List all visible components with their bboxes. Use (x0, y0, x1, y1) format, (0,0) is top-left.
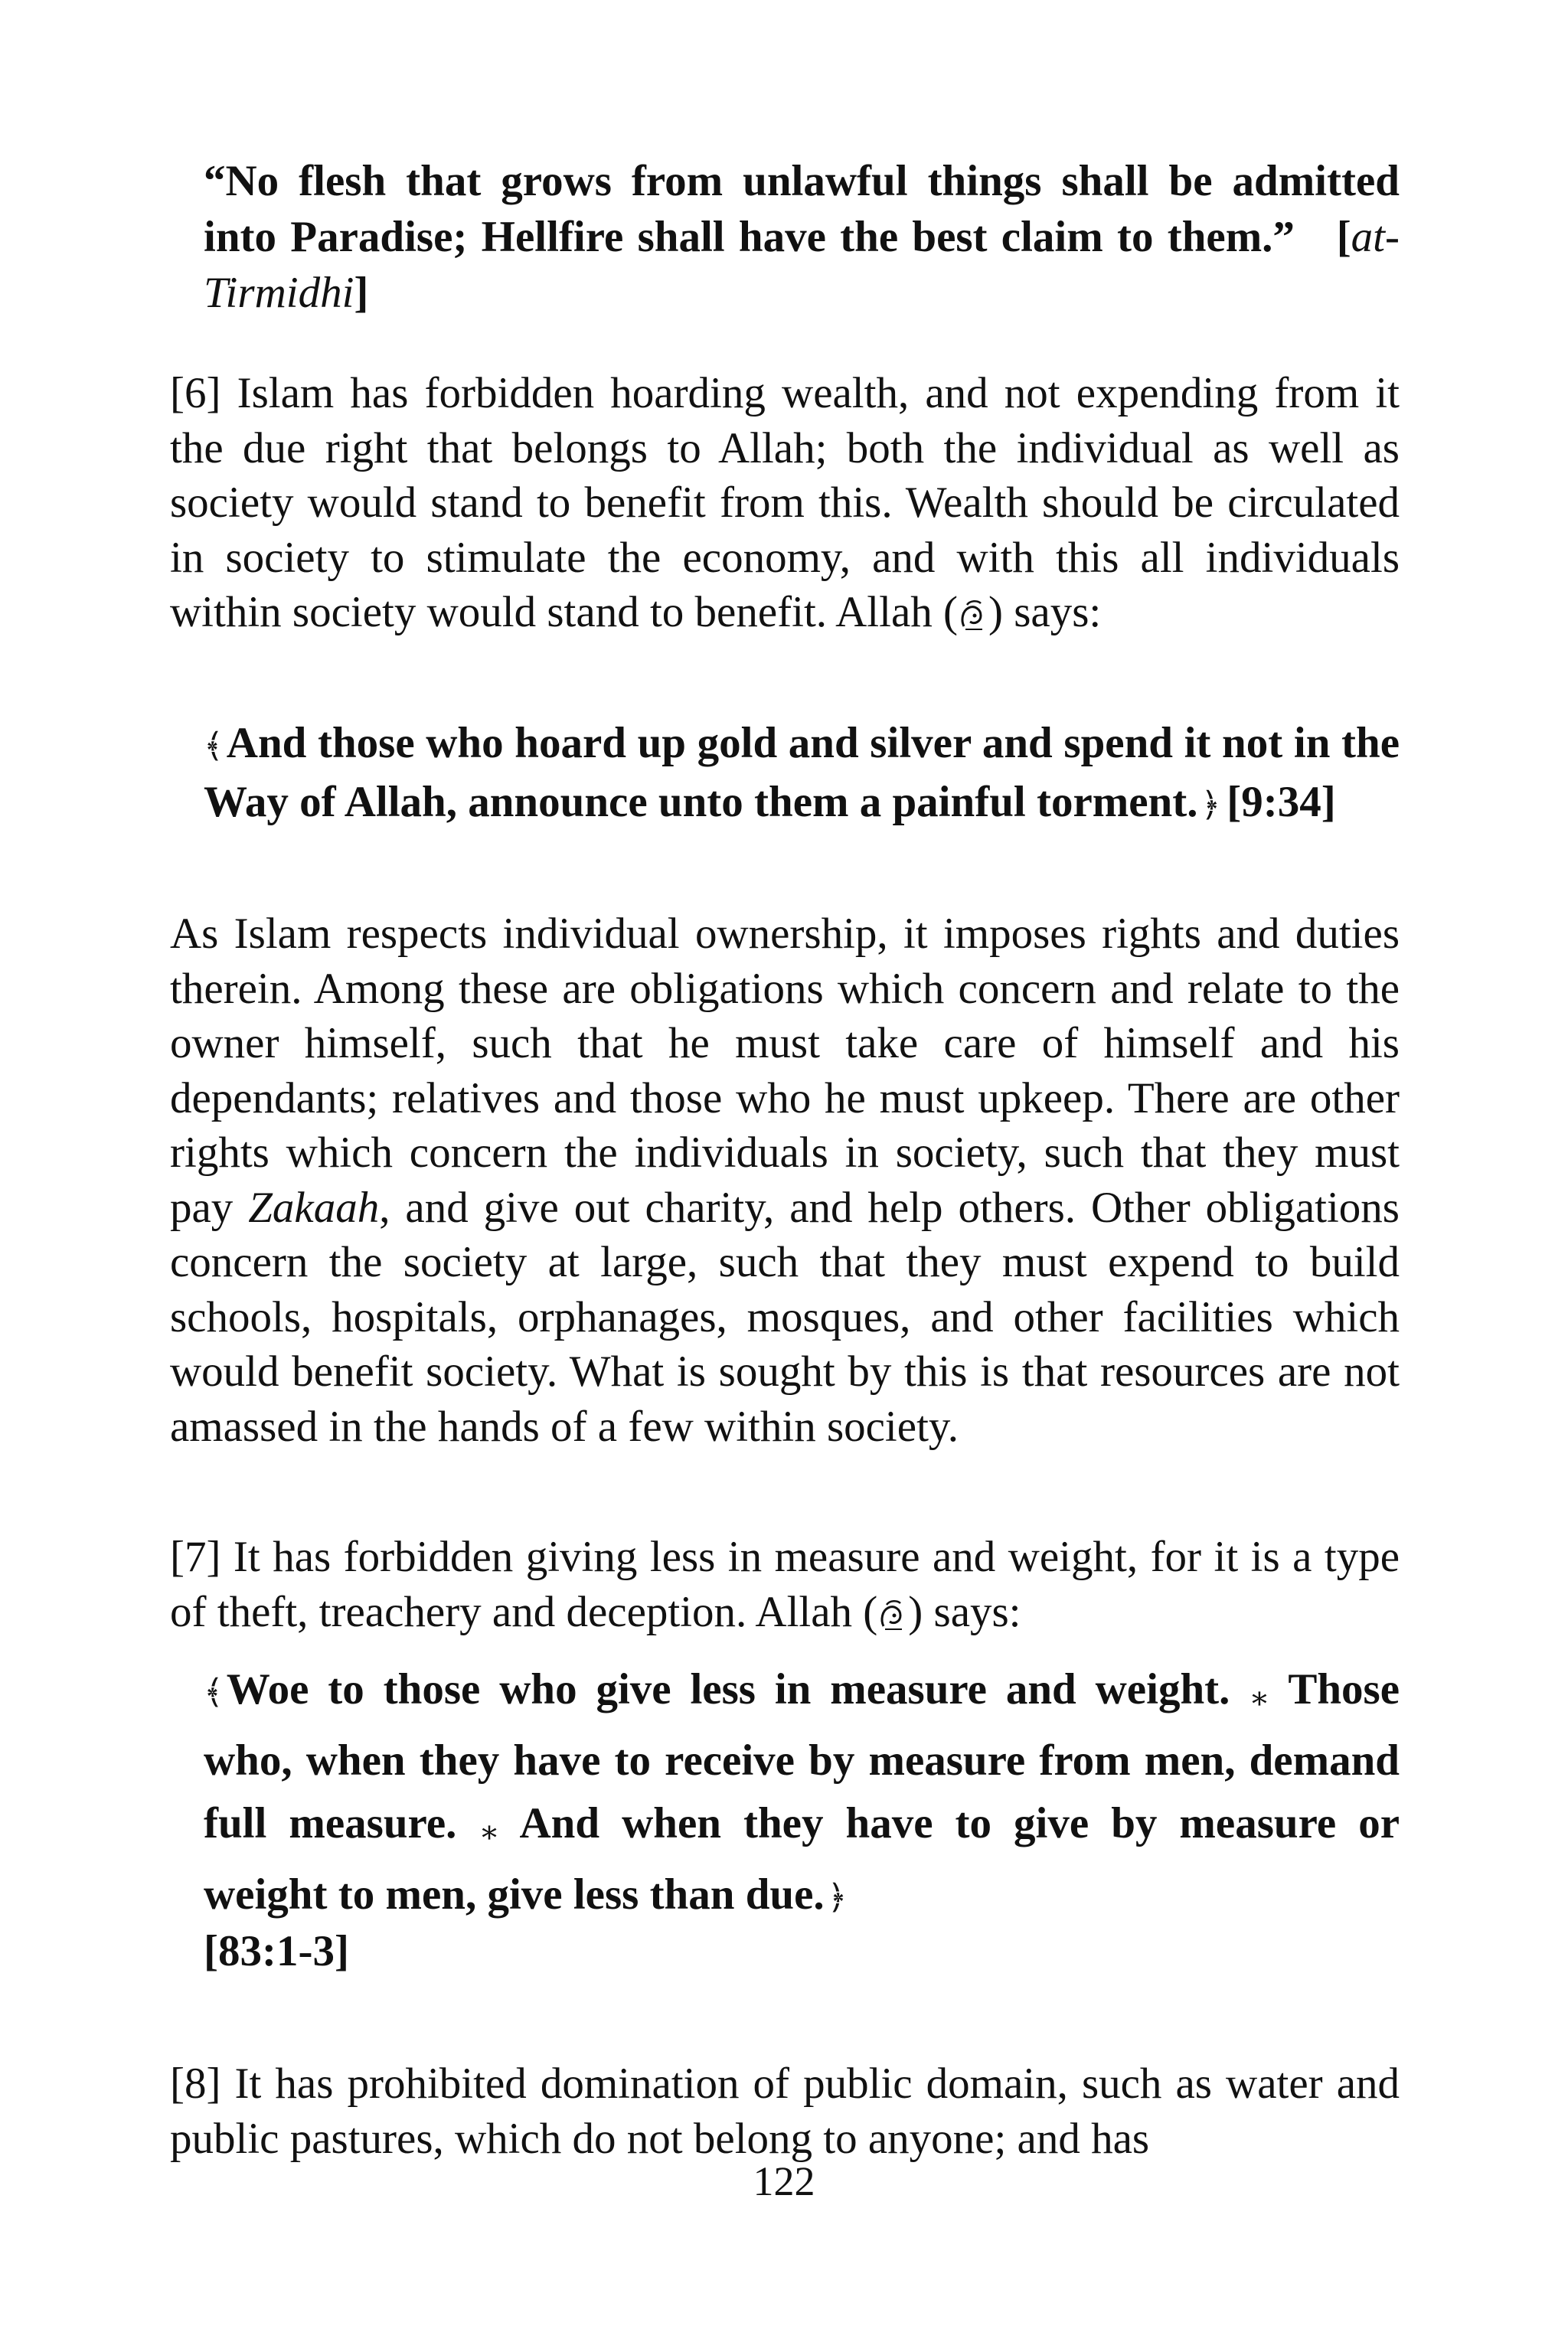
ornate-bracket-close-icon: ﴿ (827, 1878, 848, 1917)
quran-quote-9-34 (204, 715, 1400, 833)
paragraph-6: [6] Islam has forbidden hoarding wealth, and not expending from it the due right that belongs to Allah; both the individual as well as society would stand to benefit from this. Wealth should be circulated in society to stimulate the economy, and with this all individuals within society would stand to benefit. Allah ( ) says: (170, 369, 1400, 636)
verse-text: And those who hoard up gold and silver and spend it not in the Way of Allah, announce unto them a painful torment. (204, 719, 1400, 826)
ownership-paragraph: As Islam respects individual ownership, it imposes rights and duties therein. Among these are obligations which concern and relate to the owner himself, such that he must take care of himself and his dependants; relatives and those who he must upkeep. There are other rights which concern the individuals in society, such that they must pay Zakaah, and give out charity, and help others. Other obligations concern the society at large, such that they must expend to build schools, hospitals, orphanages, mosques, and other facilities which would benefit society. What is sought by this is that resources are not amassed in the hands of a few within society. (170, 910, 1400, 1451)
page-number: 122 (753, 2158, 815, 2204)
honorific-glyph-icon (877, 1597, 908, 1632)
ornate-bracket-close-icon: ﴿ (1200, 786, 1221, 825)
honorific-glyph-icon (958, 597, 988, 632)
verse-reference: [83:1-3] (204, 1927, 349, 1975)
hadith-reference: [at-Tirmidhi] (204, 213, 1400, 317)
hadith-quote (204, 153, 1400, 321)
verse-separator-icon: ∗ (1249, 1681, 1270, 1715)
quran-quote-83-1-3: ﴾Woe to those who give less in measure and weight. ∗ Those who, when they have to receive by measure from men, demand full measure. ∗ And when they have to give by measure or weight to men, give less than due.﴿ (204, 1665, 1400, 1919)
verse-reference: [9:34] (1227, 778, 1336, 826)
verse-separator-icon: ∗ (479, 1815, 500, 1849)
paragraph-7: [7] It has forbidden giving less in measure and weight, for it is a type of theft, treachery and deception. Allah ( ) says: (170, 1533, 1400, 1636)
hadith-text: “No flesh that grows from unlawful things shall be admitted into Paradise; Hellfire shall have the best claim to them.” (204, 157, 1400, 261)
ornate-bracket-open-icon: ﴾ (204, 1673, 224, 1712)
term-zakaah: Zakaah (248, 1183, 380, 1232)
ornate-bracket-open-icon: ﴾ (204, 727, 224, 766)
paragraph-8: [8] It has prohibited domination of public domain, such as water and public pastures, which do not belong to anyone; and has (170, 2060, 1400, 2163)
